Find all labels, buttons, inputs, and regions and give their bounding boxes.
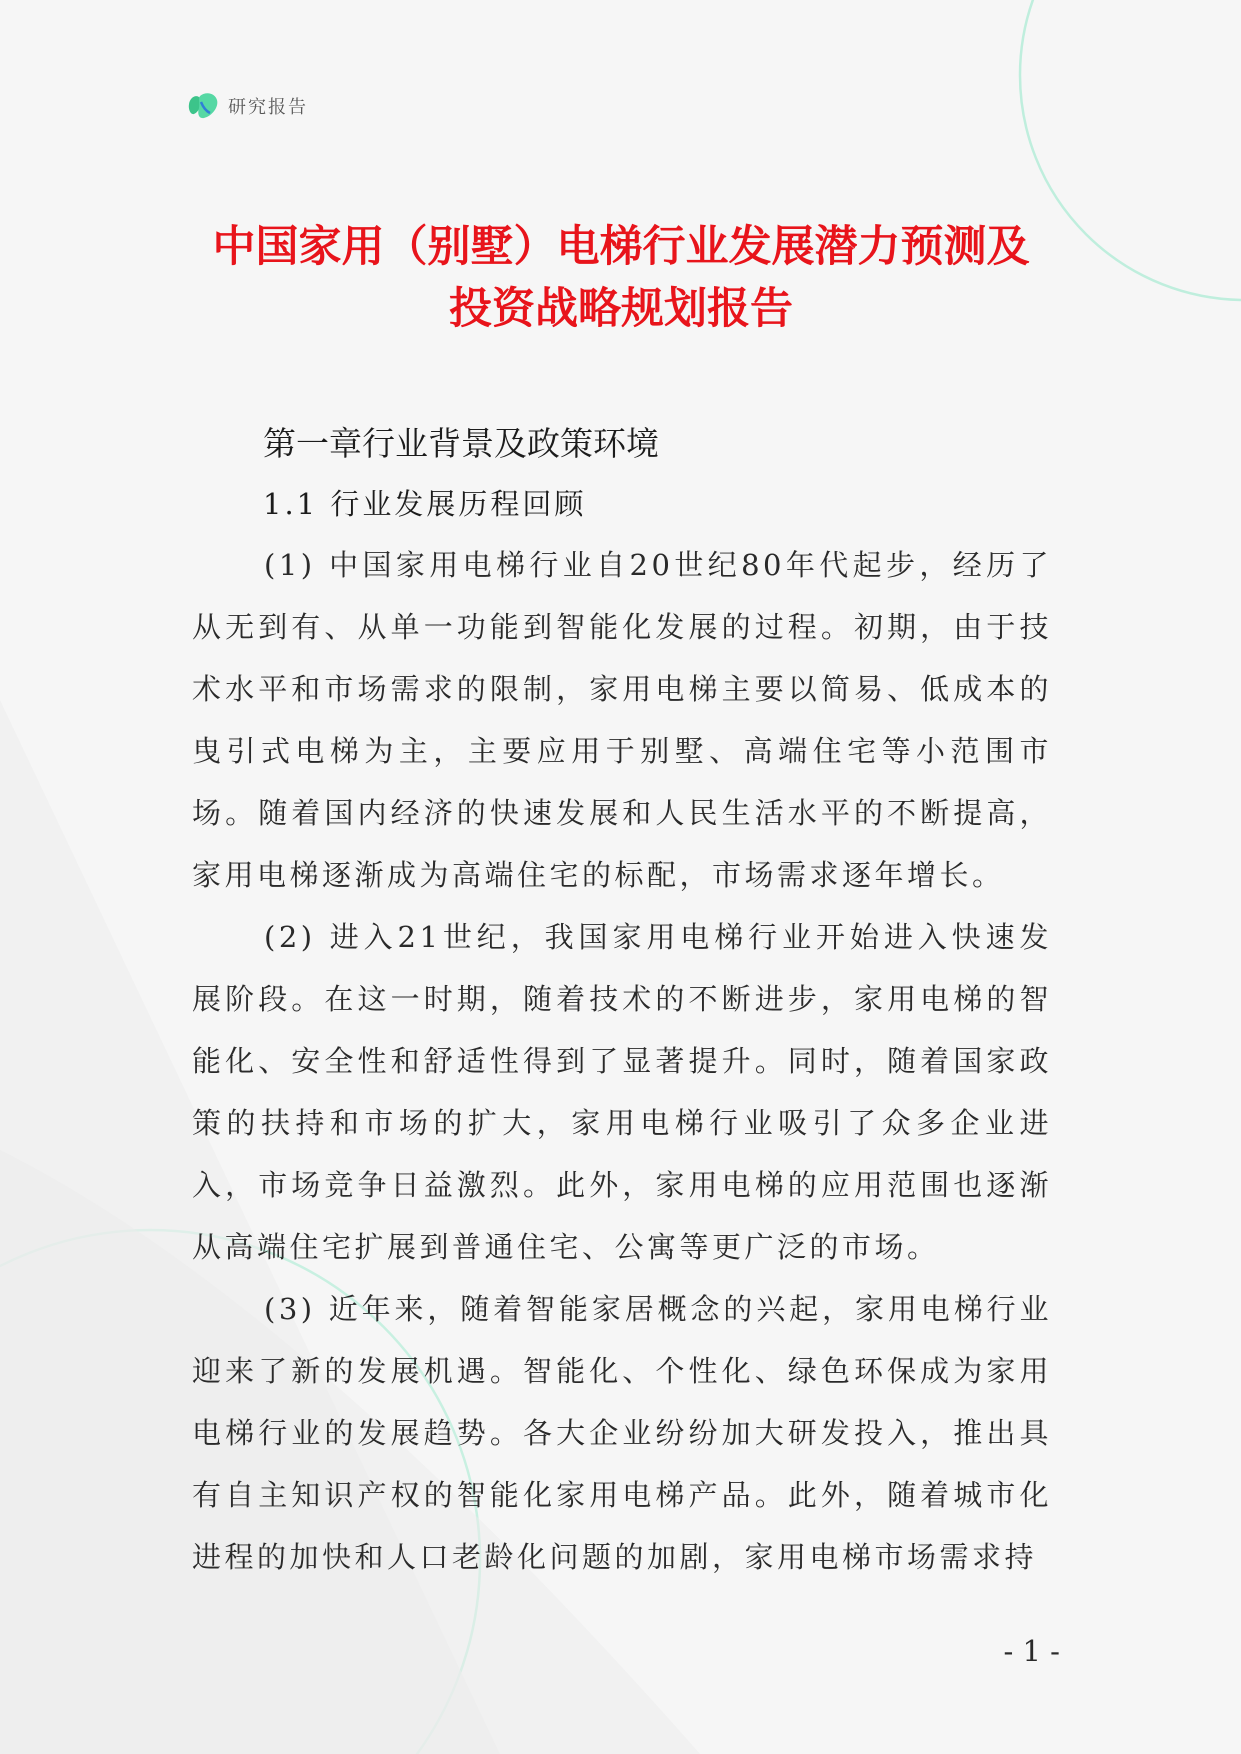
- title-line-2: 投资战略规划报告: [449, 284, 793, 334]
- document-title: [186, 216, 1056, 340]
- body-text: [192, 534, 1052, 1588]
- title-line-1: 中国家用（别墅）电梯行业发展潜力预测及: [212, 222, 1030, 272]
- report-label: 研究报告: [228, 97, 308, 118]
- chapter-heading: 第一章行业背景及政策环境: [263, 424, 659, 463]
- paragraph-3: (3) 近年来，随着智能家居概念的兴起，家用电梯行业迎来了新的发展机遇。智能化、个性化、绿色环保成为家用电梯行业的发展趋势。各大企业纷纷加大研发投入，推出具有自主知识产权的智能化家用电梯产品。此外，随着城市化进程的加快和人口老龄化问题的加剧，家用电梯市场需求持: [192, 1292, 1052, 1574]
- report-header: [186, 88, 308, 124]
- paragraph-1: (1) 中国家用电梯行业自20世纪80年代起步，经历了从无到有、从单一功能到智能化发展的过程。初期，由于技术水平和市场需求的限制，家用电梯主要以简易、低成本的曳引式电梯为主，主要应用于别墅、高端住宅等小范围市场。随着国内经济的快速发展和人民生活水平的不断提高，家用电梯逐渐成为高端住宅的标配，市场需求逐年增长。: [192, 548, 1052, 892]
- section-heading: 1.1 行业发展历程回顾: [263, 487, 587, 521]
- paragraph-2: (2) 进入21世纪，我国家用电梯行业开始进入快速发展阶段。在这一时期，随着技术的不断进步，家用电梯的智能化、安全性和舒适性得到了显著提升。同时，随着国家政策的扶持和市场的扩大，家用电梯行业吸引了众多企业进入，市场竞争日益激烈。此外，家用电梯的应用范围也逐渐从高端住宅扩展到普通住宅、公寓等更广泛的市场。: [192, 920, 1052, 1264]
- page-number: - 1 -: [1003, 1634, 1060, 1668]
- leaf-logo-icon: [186, 90, 220, 122]
